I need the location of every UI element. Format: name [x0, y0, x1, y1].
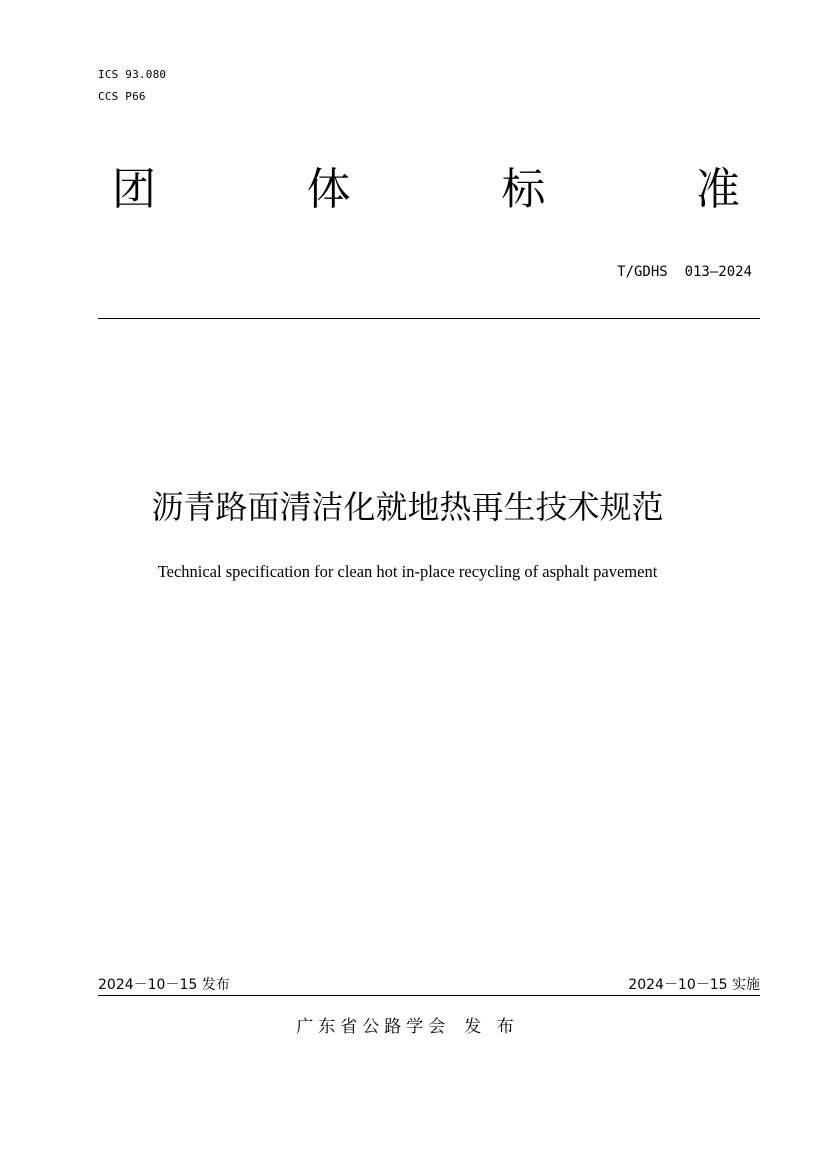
document-title-english: Technical specification for clean hot in-place recycling of asphalt pavement [157, 562, 658, 581]
publisher-action: 发 布 [464, 1017, 519, 1037]
ccs-code: CCS P66 [98, 90, 146, 103]
publisher-line [0, 1014, 815, 1040]
ics-code: ICS 93.080 [98, 68, 167, 81]
implementation-date: 2024－10－15 实施 [628, 977, 760, 993]
bottom-divider [98, 995, 760, 996]
standard-type-char-1: 团 [112, 164, 156, 215]
issue-date: 2024－10－15 发布 [98, 977, 230, 993]
classification-codes [98, 64, 166, 108]
standard-type-heading [112, 160, 740, 220]
publisher-name: 广东省公路学会 [296, 1017, 451, 1037]
standard-type-char-4: 准 [695, 164, 740, 215]
top-divider [98, 318, 760, 319]
standard-type-char-2: 体 [306, 164, 351, 215]
standard-type-char-3: 标 [501, 164, 546, 215]
standard-number: T/GDHS 013—2024 [617, 264, 752, 280]
document-title-chinese: 沥青路面清洁化就地热再生技术规范 [151, 488, 664, 526]
